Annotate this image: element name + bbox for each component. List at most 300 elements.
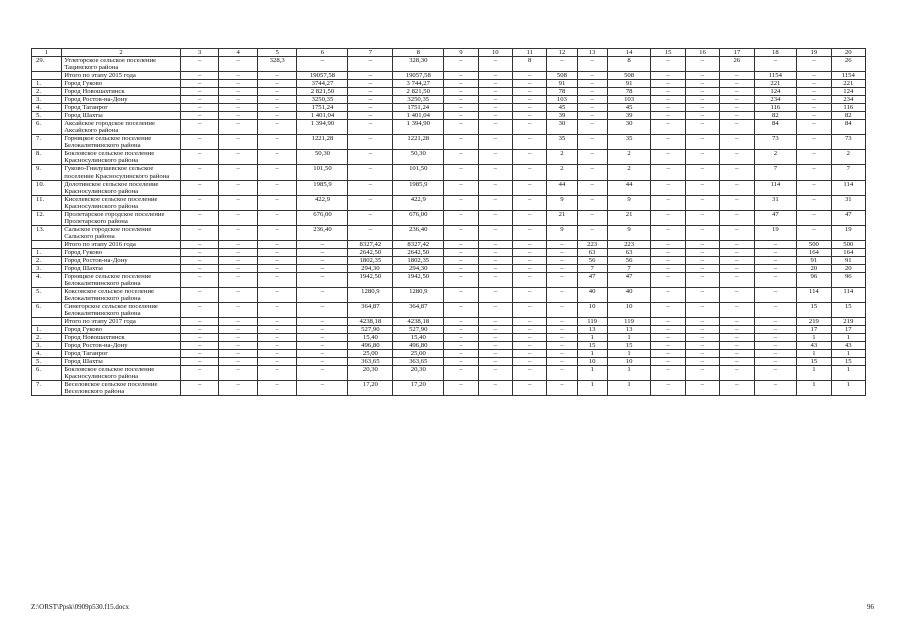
value-cell: – [754, 342, 797, 350]
value-cell: 91 [547, 80, 577, 88]
column-number-cell: 5 [257, 49, 297, 57]
value-cell: 1154 [831, 72, 865, 80]
value-cell: – [257, 180, 297, 195]
value-cell: – [297, 240, 348, 248]
value-cell: – [547, 256, 577, 264]
value-cell: 4238,18 [348, 318, 393, 326]
value-cell: 1942,50 [348, 272, 393, 287]
value-cell: – [685, 326, 719, 334]
value-cell: – [180, 57, 219, 72]
table-total-row [32, 240, 866, 248]
value-cell: – [257, 165, 297, 180]
value-cell: – [297, 303, 348, 318]
value-cell: 1221,28 [393, 135, 444, 150]
value-cell: – [478, 80, 512, 88]
value-cell: – [754, 248, 797, 256]
value-cell: 73 [831, 135, 865, 150]
table-row [32, 135, 866, 150]
value-cell: 15 [831, 358, 865, 366]
value-cell: 1 [577, 334, 607, 342]
value-cell: – [444, 334, 478, 342]
value-cell: 164 [797, 248, 831, 256]
value-cell: – [577, 112, 607, 120]
row-number-cell: 2. [32, 334, 62, 342]
value-cell: – [348, 195, 393, 210]
value-cell: 219 [831, 318, 865, 326]
value-cell: – [444, 57, 478, 72]
value-cell: – [720, 318, 754, 326]
value-cell: – [651, 88, 685, 96]
value-cell: – [257, 264, 297, 272]
value-cell: 422,9 [393, 195, 444, 210]
column-number-cell: 12 [547, 49, 577, 57]
value-cell: 20 [797, 264, 831, 272]
value-cell: – [720, 248, 754, 256]
value-cell: – [257, 358, 297, 366]
row-number-cell [32, 318, 62, 326]
value-cell: – [478, 287, 512, 302]
value-cell: – [257, 120, 297, 135]
value-cell: – [651, 358, 685, 366]
table-row [32, 195, 866, 210]
value-cell: – [297, 256, 348, 264]
value-cell: – [180, 334, 219, 342]
value-cell: 96 [831, 272, 865, 287]
value-cell: – [257, 318, 297, 326]
value-cell: – [754, 272, 797, 287]
value-cell: – [720, 72, 754, 80]
value-cell: – [444, 135, 478, 150]
value-cell: 9 [547, 195, 577, 210]
value-cell: – [547, 358, 577, 366]
table-total-row [32, 72, 866, 80]
value-cell: – [547, 342, 577, 350]
value-cell: – [720, 96, 754, 104]
row-name-cell: Город Таганрог [62, 350, 181, 358]
value-cell: – [720, 256, 754, 264]
value-cell: – [257, 326, 297, 334]
row-number-cell: 4. [32, 350, 62, 358]
row-name-cell: Город Гуково [62, 248, 181, 256]
value-cell: – [651, 342, 685, 350]
row-number-cell: 5. [32, 358, 62, 366]
value-cell: – [257, 135, 297, 150]
value-cell: 45 [607, 104, 651, 112]
value-cell: – [478, 256, 512, 264]
table-row [32, 342, 866, 350]
value-cell: 2 [831, 150, 865, 165]
row-name-cell: Горняцкое сельское поселение Белокалитвинского района [62, 135, 181, 150]
value-cell: – [348, 120, 393, 135]
value-cell: – [257, 104, 297, 112]
value-cell: – [219, 366, 258, 381]
value-cell: 103 [547, 96, 577, 104]
value-cell: – [512, 225, 546, 240]
value-cell: 35 [547, 135, 577, 150]
value-cell: – [754, 303, 797, 318]
value-cell: – [348, 80, 393, 88]
row-name-cell: Сальское городское поселение Сальского района [62, 225, 181, 240]
row-number-cell: 8. [32, 150, 62, 165]
value-cell: 496,80 [393, 342, 444, 350]
value-cell: – [478, 358, 512, 366]
value-cell: – [797, 180, 831, 195]
value-cell: – [219, 264, 258, 272]
value-cell: 114 [797, 287, 831, 302]
value-cell: – [348, 112, 393, 120]
table-row [32, 96, 866, 104]
value-cell: – [257, 72, 297, 80]
value-cell: 31 [754, 195, 797, 210]
value-cell: – [257, 225, 297, 240]
value-cell: – [754, 240, 797, 248]
value-cell: – [547, 326, 577, 334]
value-cell: – [685, 165, 719, 180]
value-cell: – [478, 272, 512, 287]
value-cell: 44 [547, 180, 577, 195]
value-cell: 8327,42 [393, 240, 444, 248]
value-cell: 676,00 [393, 210, 444, 225]
value-cell: 19057,58 [297, 72, 348, 80]
value-cell: – [577, 135, 607, 150]
value-cell: – [444, 264, 478, 272]
value-cell: – [348, 96, 393, 104]
value-cell: – [720, 303, 754, 318]
column-number-cell: 2 [62, 49, 181, 57]
value-cell: 2642,50 [348, 248, 393, 256]
value-cell: – [444, 165, 478, 180]
value-cell: – [478, 180, 512, 195]
row-number-cell: 12. [32, 210, 62, 225]
table-total-row [32, 318, 866, 326]
column-number-cell: 1 [32, 49, 62, 57]
value-cell: – [685, 80, 719, 88]
value-cell: 114 [831, 287, 865, 302]
row-name-cell: Город Ростов-на-Дону [62, 342, 181, 350]
value-cell: – [219, 303, 258, 318]
value-cell: – [512, 120, 546, 135]
value-cell: – [348, 225, 393, 240]
value-cell: 15 [797, 358, 831, 366]
value-cell: – [219, 120, 258, 135]
value-cell: – [297, 318, 348, 326]
value-cell: – [720, 112, 754, 120]
value-cell: – [180, 195, 219, 210]
value-cell: – [720, 225, 754, 240]
table-row [32, 264, 866, 272]
value-cell: – [444, 210, 478, 225]
value-cell: 328,3 [257, 57, 297, 72]
value-cell: – [720, 80, 754, 88]
row-number-cell: 10. [32, 180, 62, 195]
value-cell: – [720, 195, 754, 210]
value-cell: 1802,35 [393, 256, 444, 264]
value-cell: – [512, 96, 546, 104]
value-cell: – [797, 112, 831, 120]
value-cell: 13 [577, 326, 607, 334]
value-cell: 40 [577, 287, 607, 302]
value-cell: 221 [754, 80, 797, 88]
value-cell: – [651, 287, 685, 302]
value-cell: – [754, 318, 797, 326]
value-cell: – [797, 57, 831, 72]
value-cell: – [720, 342, 754, 350]
column-number-cell: 13 [577, 49, 607, 57]
value-cell: 13 [607, 326, 651, 334]
value-cell: – [651, 225, 685, 240]
value-cell: – [754, 350, 797, 358]
value-cell: – [297, 248, 348, 256]
value-cell: – [685, 350, 719, 358]
document-path: Z:\ORST\Ppsk\0909p530.f15.docx [31, 603, 130, 611]
value-cell: – [685, 96, 719, 104]
value-cell: – [685, 57, 719, 72]
value-cell: 91 [797, 256, 831, 264]
value-cell: – [180, 96, 219, 104]
row-name-cell: Город Ростов-на-Дону [62, 96, 181, 104]
value-cell: 25,00 [393, 350, 444, 358]
value-cell: 47 [577, 272, 607, 287]
value-cell: – [512, 104, 546, 112]
value-cell: – [797, 96, 831, 104]
value-cell: 35 [607, 135, 651, 150]
value-cell: 3 744,27 [393, 80, 444, 88]
value-cell: 63 [577, 248, 607, 256]
value-cell: 364,87 [348, 303, 393, 318]
row-name-cell: Город Шахты [62, 112, 181, 120]
value-cell: – [685, 366, 719, 381]
value-cell: 20,30 [393, 366, 444, 381]
value-cell: – [651, 210, 685, 225]
column-number-cell: 9 [444, 49, 478, 57]
value-cell: – [297, 264, 348, 272]
value-cell: – [257, 342, 297, 350]
value-cell: – [797, 150, 831, 165]
value-cell: – [685, 225, 719, 240]
value-cell: – [257, 350, 297, 358]
value-cell: – [685, 112, 719, 120]
row-number-cell: 4. [32, 272, 62, 287]
row-name-cell: Долотинское сельское поселение Красносулинского района [62, 180, 181, 195]
value-cell: – [444, 96, 478, 104]
value-cell: 56 [607, 256, 651, 264]
value-cell: – [577, 180, 607, 195]
value-cell: – [180, 150, 219, 165]
value-cell: – [754, 334, 797, 342]
value-cell: 2 [754, 150, 797, 165]
value-cell: – [257, 272, 297, 287]
value-cell: 527,90 [348, 326, 393, 334]
table-row [32, 80, 866, 88]
value-cell: – [720, 104, 754, 112]
value-cell: 10 [577, 303, 607, 318]
value-cell: – [577, 120, 607, 135]
row-name-cell: Город Шахты [62, 264, 181, 272]
value-cell: 1221,28 [297, 135, 348, 150]
value-cell: – [444, 180, 478, 195]
row-name-cell: Киселевское сельское поселение Красносулинского района [62, 195, 181, 210]
value-cell: 234 [754, 96, 797, 104]
value-cell: – [651, 80, 685, 88]
row-number-cell: 9. [32, 165, 62, 180]
value-cell: – [180, 350, 219, 358]
value-cell: 84 [754, 120, 797, 135]
value-cell: 3250,35 [297, 96, 348, 104]
value-cell: – [797, 135, 831, 150]
value-cell: – [478, 326, 512, 334]
value-cell: 2 [547, 165, 577, 180]
value-cell: – [219, 381, 258, 396]
value-cell: 676,00 [297, 210, 348, 225]
value-cell: – [180, 287, 219, 302]
value-cell: – [180, 165, 219, 180]
value-cell: – [348, 135, 393, 150]
value-cell: – [257, 112, 297, 120]
value-cell: – [512, 256, 546, 264]
row-name-cell: Углегорское сельское поселение Тацинского района [62, 57, 181, 72]
value-cell: 1 [607, 334, 651, 342]
value-cell: 82 [754, 112, 797, 120]
value-cell: 103 [607, 96, 651, 104]
value-cell: – [219, 334, 258, 342]
value-cell: – [257, 303, 297, 318]
row-name-cell: Город Шахты [62, 358, 181, 366]
value-cell: – [685, 318, 719, 326]
value-cell: – [444, 112, 478, 120]
value-cell: – [547, 303, 577, 318]
value-cell: – [219, 135, 258, 150]
value-cell: – [478, 318, 512, 326]
value-cell: 17,20 [348, 381, 393, 396]
value-cell: 19057,58 [393, 72, 444, 80]
value-cell: – [478, 96, 512, 104]
value-cell: 422,9 [297, 195, 348, 210]
row-name-cell: Город Гуково [62, 326, 181, 334]
value-cell: – [512, 326, 546, 334]
value-cell: – [512, 195, 546, 210]
value-cell: – [685, 88, 719, 96]
row-name-cell: Итого по этапу 2017 года [62, 318, 181, 326]
value-cell: – [444, 272, 478, 287]
row-name-cell: Город Таганрог [62, 104, 181, 112]
value-cell: – [478, 120, 512, 135]
value-cell: 63 [607, 248, 651, 256]
table-row [32, 303, 866, 318]
value-cell: – [720, 88, 754, 96]
row-number-cell [32, 240, 62, 248]
value-cell: – [348, 210, 393, 225]
value-cell: – [797, 195, 831, 210]
value-cell: – [478, 72, 512, 80]
value-cell: – [219, 342, 258, 350]
value-cell: – [651, 334, 685, 342]
value-cell: – [297, 350, 348, 358]
value-cell: – [180, 342, 219, 350]
value-cell: – [478, 135, 512, 150]
value-cell: 50,30 [393, 150, 444, 165]
table-row [32, 210, 866, 225]
value-cell: – [651, 350, 685, 358]
value-cell: – [180, 240, 219, 248]
row-number-cell: 5. [32, 112, 62, 120]
value-cell: – [547, 248, 577, 256]
value-cell: – [797, 165, 831, 180]
column-number-cell: 19 [797, 49, 831, 57]
value-cell: 15 [797, 303, 831, 318]
value-cell: – [478, 350, 512, 358]
row-name-cell: Город Новошахтинск [62, 334, 181, 342]
value-cell: – [180, 180, 219, 195]
value-cell: 119 [577, 318, 607, 326]
value-cell: – [685, 135, 719, 150]
table-row [32, 350, 866, 358]
value-cell: – [444, 303, 478, 318]
value-cell: – [512, 381, 546, 396]
table-header-row [32, 49, 866, 57]
row-number-cell: 1. [32, 248, 62, 256]
value-cell: – [651, 264, 685, 272]
column-number-cell: 16 [685, 49, 719, 57]
value-cell: 21 [547, 210, 577, 225]
row-number-cell: 3. [32, 96, 62, 104]
value-cell: 1 [607, 366, 651, 381]
value-cell: 45 [547, 104, 577, 112]
value-cell: – [720, 180, 754, 195]
value-cell: – [219, 326, 258, 334]
value-cell: 1 [577, 381, 607, 396]
value-cell: – [180, 358, 219, 366]
value-cell: 9 [607, 225, 651, 240]
value-cell: – [577, 150, 607, 165]
table-row [32, 165, 866, 180]
value-cell: – [547, 272, 577, 287]
value-cell: – [797, 88, 831, 96]
value-cell: 82 [831, 112, 865, 120]
value-cell: – [685, 264, 719, 272]
value-cell: – [257, 80, 297, 88]
value-cell: 44 [607, 180, 651, 195]
value-cell: 78 [547, 88, 577, 96]
value-cell: – [512, 358, 546, 366]
value-cell: – [720, 350, 754, 358]
value-cell: – [547, 318, 577, 326]
row-number-cell: 3. [32, 264, 62, 272]
table-row [32, 326, 866, 334]
value-cell: – [444, 326, 478, 334]
row-number-cell: 4. [32, 104, 62, 112]
column-number-cell: 17 [720, 49, 754, 57]
value-cell: 294,30 [348, 264, 393, 272]
value-cell: – [478, 104, 512, 112]
value-cell: – [720, 240, 754, 248]
table-row [32, 272, 866, 287]
value-cell: 221 [831, 80, 865, 88]
value-cell: – [478, 165, 512, 180]
value-cell: – [547, 366, 577, 381]
value-cell: – [444, 342, 478, 350]
value-cell: – [512, 248, 546, 256]
value-cell: 1 394,90 [297, 120, 348, 135]
row-number-cell [32, 72, 62, 80]
value-cell: – [444, 72, 478, 80]
value-cell: – [651, 195, 685, 210]
row-name-cell: Горняцкое сельское поселение Белокалитвинского района [62, 272, 181, 287]
table-row [32, 287, 866, 302]
value-cell: 30 [547, 120, 577, 135]
value-cell: – [219, 88, 258, 96]
value-cell: – [348, 72, 393, 80]
value-cell: 1985,9 [393, 180, 444, 195]
